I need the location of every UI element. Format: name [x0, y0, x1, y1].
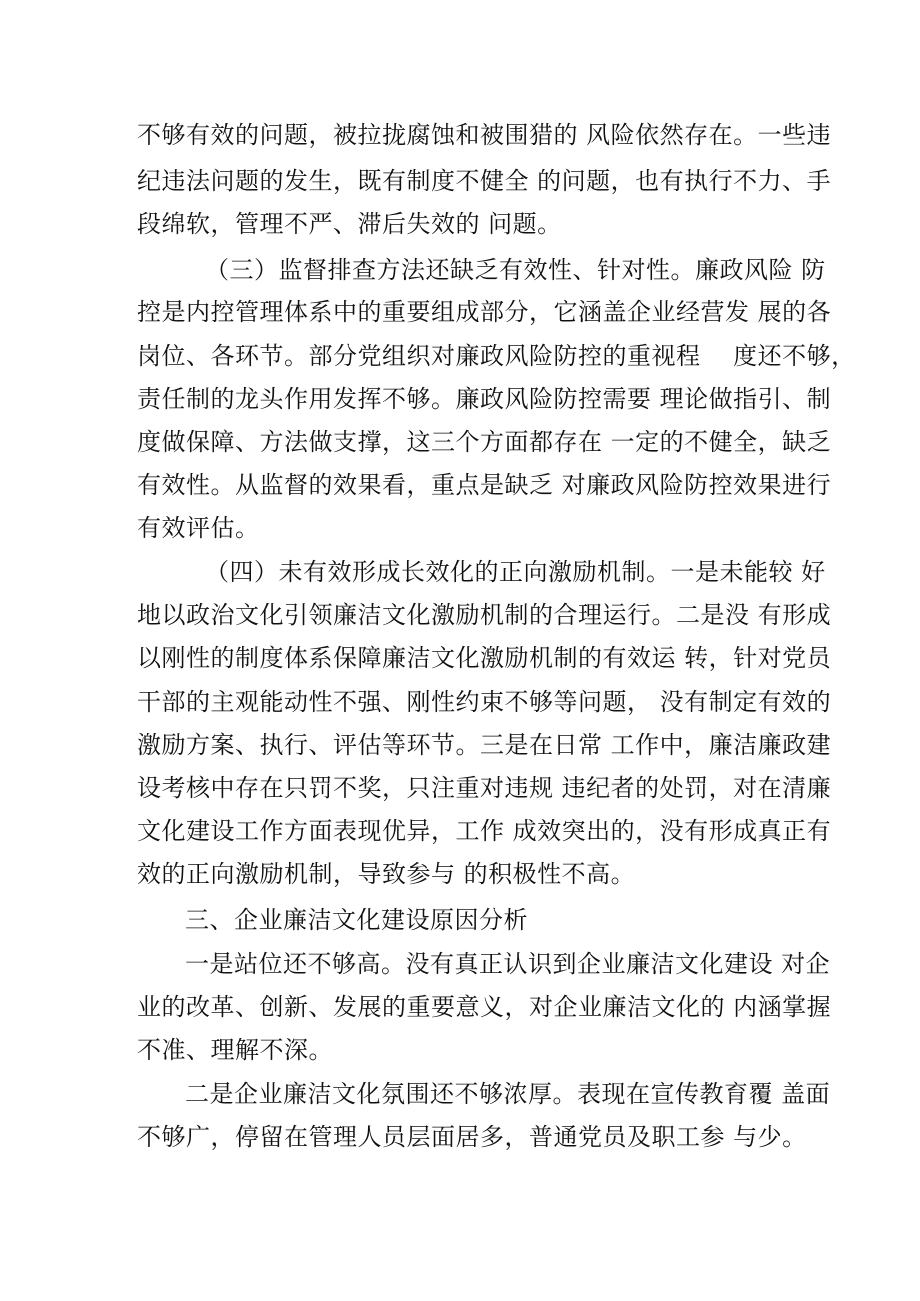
- text-line: 二是企业廉洁文化氛围还不够浓厚。表现在宣传教育覆 盖面: [185, 1080, 831, 1108]
- text-line: 不准、理解不深。: [137, 1036, 333, 1064]
- text-line: 地以政治文化引领廉洁文化激励机制的合理运行。二是没 有形成: [137, 601, 832, 629]
- text-line: 干部的主观能动性不强、刚性约束不够等问题， 没有制定有效的: [137, 688, 832, 716]
- text-line: 文化建设工作方面表现优异，工作 成效突出的，没有形成真正有: [137, 817, 832, 845]
- text-line: 激励方案、执行、评估等环节。三是在日常 工作中，廉洁廉政建: [137, 731, 832, 759]
- text-line: 效的正向激励机制，导致参与 的积极性不高。: [137, 860, 636, 888]
- text-line: 业的改革、创新、发展的重要意义，对企业廉洁文化的 内涵掌握: [137, 993, 832, 1021]
- text-line: （四）未有效形成长效化的正向激励机制。一是未能较 好: [205, 558, 826, 586]
- text-line: 纪违法问题的发生，既有制度不健全 的问题，也有执行不力、手: [137, 167, 832, 195]
- section-heading: 三、企业廉洁文化建设原因分析: [185, 906, 528, 934]
- text-line: 不够有效的问题，被拉拢腐蚀和被围猎的 风险依然存在。一些违: [137, 121, 832, 149]
- text-line: 段绵软，管理不严、滞后失效的 问题。: [137, 210, 562, 238]
- text-line: 设考核中存在只罚不奖，只注重对违规 违纪者的处罚，对在清廉: [137, 774, 832, 802]
- text-line: 一是站位还不够高。没有真正认识到企业廉洁文化建设 对企: [185, 950, 831, 978]
- text-line: 有效性。从监督的效果看，重点是缺乏 对廉政风险防控效果进行: [137, 471, 832, 499]
- text-line: 控是内控管理体系中的重要组成部分，它涵盖企业经营发 展的各: [137, 298, 832, 326]
- text-line: 责任制的龙头作用发挥不够。廉政风险防控需要 理论做指引、制: [137, 385, 832, 413]
- text-line: 岗位、各环节。部分党组织对廉政风险防控的重视程 度还不够，: [137, 342, 856, 370]
- text-line: （三）监督排查方法还缺乏有效性、针对性。廉政风险 防: [205, 256, 826, 284]
- text-line: 不够广，停留在管理人员层面居多，普通党员及职工参 与少。: [137, 1123, 807, 1151]
- text-line: 以刚性的制度体系保障廉洁文化激励机制的有效运 转，针对党员: [137, 644, 832, 672]
- text-line: 有效评估。: [137, 514, 260, 542]
- text-line: 度做保障、方法做支撑，这三个方面都存在 一定的不健全，缺乏: [137, 428, 832, 456]
